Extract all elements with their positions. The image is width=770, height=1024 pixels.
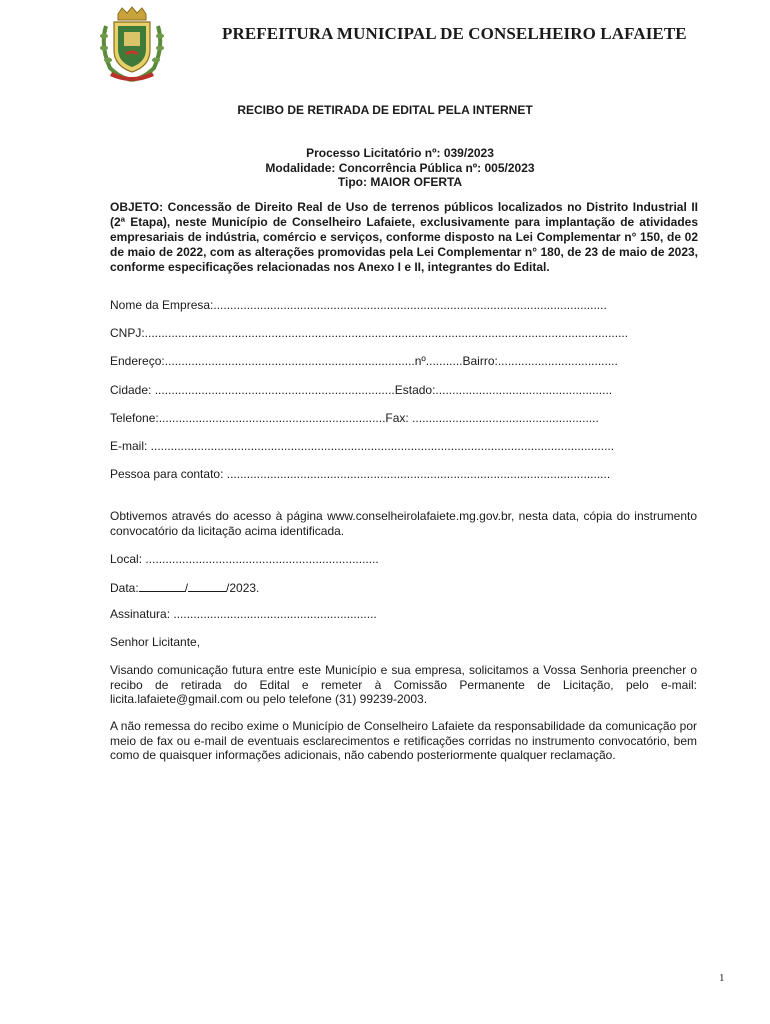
contato-field[interactable]: Pessoa para contato: ...................................................................................................................	[110, 467, 611, 481]
modalidade-line: Modalidade: Concorrência Pública nº: 005/2023	[265, 160, 535, 175]
process-info	[0, 146, 770, 190]
saudacao-text: Senhor Licitante,	[110, 635, 201, 649]
page-number: 1	[719, 972, 725, 984]
nao-remessa-paragraph: A não remessa do recibo exime o Município de Conselheiro Lafaiete da responsabilidade da comunicação por meio de fax ou e-mail de eventuais esclarecimentos e retificações corridas no instrumento convocatório, bem como de quaisquer informações adicionais, não cabendo posteriormente qualquer reclamação.	[110, 719, 697, 762]
header-title: PREFEITURA MUNICIPAL DE CONSELHEIRO LAFAIETE	[222, 24, 687, 43]
obtivemos-paragraph: Obtivemos através do acesso à página www.conselheirolafaiete.mg.gov.br, nesta data, cópia do instrumento convocatório da licitação acima identificada.	[110, 509, 697, 538]
endereco-field[interactable]: Endereço:...........................................................................nº...........Bairro:....................................	[110, 354, 618, 368]
cidade-field[interactable]: Cidade: ........................................................................Estado:.....................................................	[110, 383, 613, 397]
local-field[interactable]: Local: ......................................................................	[110, 552, 379, 566]
processo-line: Processo Licitatório nº: 039/2023	[306, 146, 494, 160]
telefone-field[interactable]: Telefone:....................................................................Fax: ........................................................	[110, 411, 599, 425]
cnpj-field[interactable]: CNPJ:.................................................................................................................................................	[110, 326, 629, 340]
objeto-paragraph: OBJETO: Concessão de Direito Real de Uso de terrenos públicos localizados no Distrito Industrial II (2ª Etapa), neste Município de Conselheiro Lafaiete, exclusivamente para implantação de atividades empresariais de indústria, comércio e serviços, conforme disposto na Lei Complementar n° 150, de 02 de maio de 2022, com as alterações promovidas pela Lei Complementar n° 180, de 23 de maio de 2023, conforme especificações relacionadas nos Anexo I e II, integrantes do Edital.	[110, 200, 698, 274]
data-field[interactable]	[110, 580, 259, 595]
tipo-line: Tipo: MAIOR OFERTA	[337, 175, 463, 189]
data-label: Data:	[110, 581, 139, 595]
data-month-blank[interactable]	[188, 580, 226, 592]
assinatura-field[interactable]: Assinatura: .............................................................	[110, 607, 377, 621]
visando-paragraph: Visando comunicação futura entre este Município e sua empresa, solicitamos a Vossa Senhoria preencher o recibo de retirada do Edital e remeter à Comissão Permanente de Licitação, pelo e-mail: licita.lafaiete@gmail.com ou pelo telefone (31) 99239-2003.	[110, 663, 697, 706]
email-field[interactable]: E-mail: ...........................................................................................................................................	[110, 439, 615, 453]
data-day-blank[interactable]	[139, 580, 185, 592]
data-year: /2023.	[226, 581, 260, 595]
document-title: RECIBO DE RETIRADA DE EDITAL PELA INTERNET	[237, 103, 533, 117]
municipal-crest-icon	[96, 6, 168, 84]
data-separator: /	[184, 581, 189, 595]
nome-empresa-field[interactable]: Nome da Empresa:......................................................................................................................	[110, 298, 607, 312]
